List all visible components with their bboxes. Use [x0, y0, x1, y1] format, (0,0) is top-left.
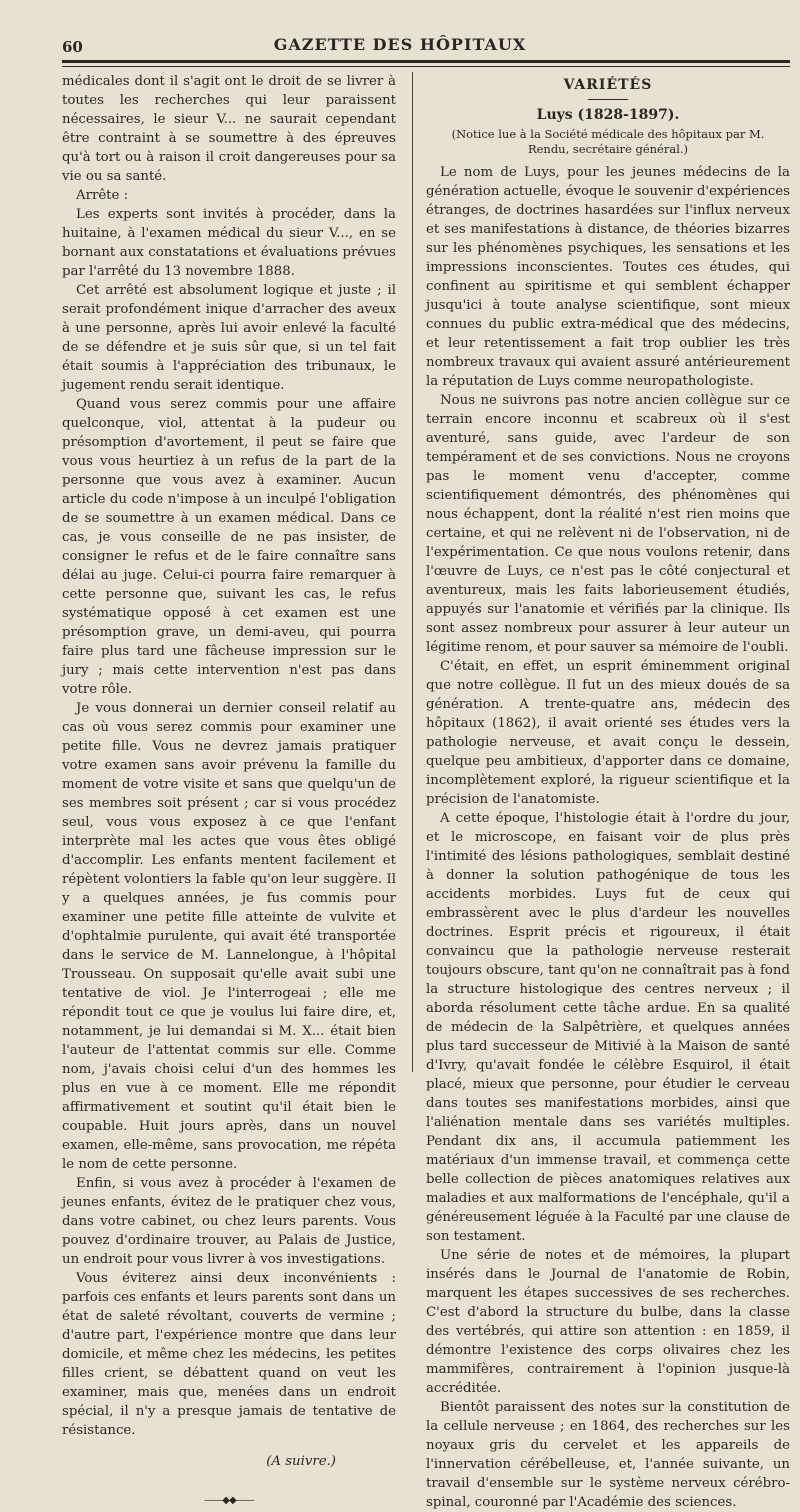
- page-number: 60: [62, 38, 83, 56]
- end-ornament: ——◆◆——: [204, 1495, 254, 1506]
- section-title: VARIÉTÉS: [563, 77, 653, 93]
- paragraph: Quand vous serez commis pour une affaire quelconque, viol, attentat à la pudeur ou présomption d'avortement, il peut se faire que vous vous heurtiez à un refus de la part de la personne que vous avez à examiner. Aucun article du code n'impose à un inculpé l'obligation de se soumettre à un examen médical. Dans ce cas, je vous conseille de ne pas insister, de consigner le refus et de le faire connaître sans délai au juge. Celui-ci pourra faire remarquer à cette personne que, suivant les cas, le refus systématique opposé à cet examen est une présomption grave, un demi-aveu, qui pourra faire plus tard une fâcheuse impression sur le jury ; mais cette intervention n'est pas dans votre rôle.: [62, 397, 396, 697]
- paragraph: Enfin, si vous avez à procéder à l'examen de jeunes enfants, évitez de le pratiquer chez vous, dans votre cabinet, ou chez leurs parents. Vous pouvez d'ordinaire trouver, au Palais de Justice, un endroit pour vous livrer à vos investigations.: [62, 1176, 396, 1267]
- title-rule: [588, 99, 628, 100]
- paragraph: Une série de notes et de mémoires, la plupart insérés dans le Journal de l'anatomie de Robin, marquent les étapes successives de ses recherches. C'est d'abord la structure du bulbe, dans la classe des vertébrés, qui attire son attention : en 1859, il démontre l'existence des corps olivaires chez les mammifères, contrairement à l'opinion jusque-là accréditée.: [426, 1248, 790, 1396]
- paragraph: Je vous donnerai un dernier conseil relatif au cas où vous serez commis pour examiner une petite fille. Vous ne devrez jamais pratiquer votre examen sans avoir prévenu la famille du moment de votre visite et sans que quelqu'un de ses membres soit présent ; car si vous procédez seul, vous vous exposez à ce que l'enfant interprète mal les actes que vous êtes obligé d'accomplir. Les enfants mentent facilement et répètent volontiers la fable qu'on leur suggère. Il y a quelques années, je fus commis pour examiner une petite fille atteinte de vulvite et d'ophtalmie purulente, qui avait été transportée dans le service de M. Lannelongue, à l'hôpital Trousseau. On supposait qu'elle avait subi une tentative de viol. Je l'interrogeai ; elle me répondit tout ce que je voulus lui faire dire, et, notamment, je lui demandai si M. X... était bien l'auteur de l'attentat commis sur elle. Comme nom, j'avais choisi celui d'un des hommes les plus en vue à ce moment. Elle me répondit affirmativement et soutint qu'il était bien le coupable. Huit jours après, dans un nouvel examen, elle-même, sans provocation, me répéta le nom de cette personne.: [62, 701, 396, 1172]
- paragraph: Les experts sont invités à procéder, dans la huitaine, à l'examen médical du sieur V..., en se bornant aux constatations et évaluations prévues par l'arrêté du 13 novembre 1888.: [62, 207, 396, 279]
- header-rule-thin: [62, 66, 790, 67]
- paragraph: médicales dont il s'agit ont le droit de se livrer à toutes les recherches qui leur paraissent nécessaires, le sieur V... ne saurait cependant être contraint à se soumettre à des épreuves qu'à tort ou à raison il croit dangereuses pour sa vie ou sa santé.: [62, 74, 396, 184]
- running-title: GAZETTE DES HÔPITAUX: [273, 35, 527, 54]
- paragraph: Nous ne suivrons pas notre ancien collègue sur ce terrain encore inconnu et scabreux où il s'est aventuré, sans guide, avec l'ardeur de son tempérament et de ses convictions. Nous ne croyons pas le moment venu d'accepter, comme scientifiquement démontrés, des phénomènes qui nous échappent, dont la réalité n'est rien moins que certaine, et qui ne relèvent ni de l'observation, ni de l'expérimentation. Ce que nous voulons retenir, dans l'œuvre de Luys, ce n'est pas le côté conjectural et aventureux, mais les faits laborieusement étudiés, appuyés sur l'anatomie et vérifiés par la clinique. Ils sont assez nombreux pour assurer à leur auteur un légitime renom, et pour sauver sa mémoire de l'oubli.: [426, 393, 790, 655]
- continuation-note: (A suivre.): [266, 1454, 336, 1469]
- paragraph: Le nom de Luys, pour les jeunes médecins de la génération actuelle, évoque le souvenir d'expériences étranges, de doctrines hasardées sur l'influx nerveux et ses manifestations à distance, de théories bizarres sur les phénomènes psychiques, les sensations et les impressions inconscientes. Toutes ces études, qui confinent au spiritisme et qui semblent échapper jusqu'ici à toute analyse scientifique, sont mieux connues du public extra-médical que des médecins, et leur retentissement a fait trop oublier les très nombreux travaux qui avaient assuré antérieurement la réputation de Luys comme neuropathologiste.: [426, 165, 790, 389]
- paragraph: Bientôt paraissent des notes sur la constitution de la cellule nerveuse ; en 1864, des recherches sur les noyaux gris du cervelet et les appareils de l'innervation cérébelleuse, et, l'année suivante, un travail d'ensemble sur le système nerveux cérébro-spinal, couronné par l'Académie des sciences.: [426, 1400, 790, 1510]
- section-heading-arrete: Arrête :: [76, 188, 129, 203]
- column-divider: [412, 72, 413, 1072]
- article-note: (Notice lue à la Société médicale des hôpitaux par M. Rendu, secrétaire général.): [451, 127, 765, 156]
- paragraph: Vous éviterez ainsi deux inconvénients : parfois ces enfants et leurs parents sont dans un état de saleté révoltant, couverts de vermine ; d'autre part, l'expérience montre que dans leur domicile, et même chez les médecins, les petites filles crient, se débattent quand on veut les examiner, mais que, menées dans un endroit spécial, il n'y a presque jamais de tentative de résistance.: [62, 1271, 396, 1438]
- left-column: [62, 72, 396, 1510]
- article-title: Luys (1828-1897).: [536, 107, 680, 123]
- header-rule-thick: [62, 60, 790, 63]
- paragraph: C'était, en effet, un esprit éminemment original que notre collègue. Il fut un des mieux doués de sa génération. A trente-quatre ans, médecin des hôpitaux (1862), il avait orienté ses études vers la pathologie nerveuse, et avait conçu le dessein, quelque peu ambitieux, d'apporter dans ce domaine, incomplètement exploré, la rigueur scientifique et la précision de l'anatomiste.: [426, 659, 790, 807]
- right-column: [426, 72, 790, 1512]
- paragraph: Cet arrêté est absolument logique et juste ; il serait profondément inique d'arracher des aveux à une personne, après lui avoir enlevé la faculté de se défendre et je suis sûr que, si un tel fait était soumis à l'appréciation des tribunaux, le jugement rendu serait identique.: [62, 283, 396, 393]
- paragraph: A cette époque, l'histologie était à l'ordre du jour, et le microscope, en faisant voir de plus près l'intimité des lésions pathologiques, semblait destiné à donner la solution pathogénique de tous les accidents morbides. Luys fut de ceux qui embrassèrent avec le plus d'ardeur les nouvelles doctrines. Esprit précis et rigoureux, il était convaincu que la pathologie nerveuse resterait toujours obscure, tant qu'on ne connaîtrait pas à fond la structure histologique des centres nerveux ; il aborda résolument cette tâche ardue. En sa qualité de médecin de la Salpêtrière, et quelques années plus tard successeur de Mitivié à la Maison de santé d'Ivry, qu'avait fondée le célèbre Esquirol, il était placé, mieux que personne, pour étudier le cerveau dans toutes ses manifestations morbides, ainsi que l'aliénation mentale dans ses variétés multiples. Pendant dix ans, il accumula patiemment les matériaux d'un immense travail, et commença cette belle collection de pièces anatomiques relatives aux maladies et aux malformations de l'encéphale, qu'il a généreusement léguée à la Faculté par une clause de son testament.: [426, 811, 790, 1244]
